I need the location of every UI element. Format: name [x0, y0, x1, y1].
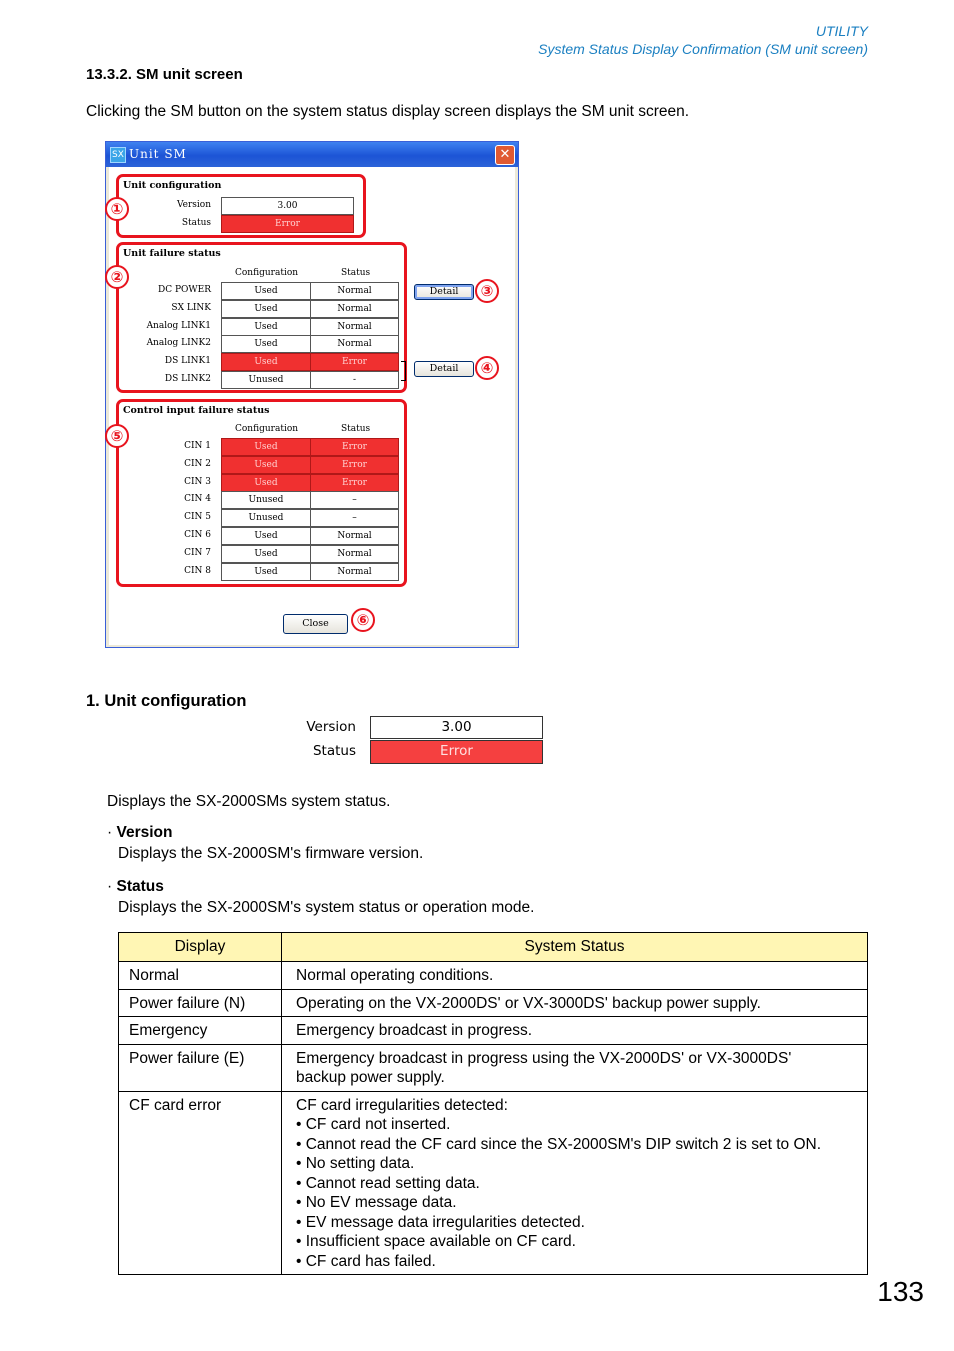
bullet-status-text: Displays the SX-2000SM's system status or operation mode.	[118, 899, 535, 916]
row-status-cell: Error	[310, 353, 399, 371]
snippet-version-label: Version	[306, 719, 356, 735]
section1-heading: 1. Unit configuration	[86, 692, 247, 710]
row-config-cell: Used	[221, 318, 311, 336]
row-config-cell: Unused	[221, 371, 311, 389]
row-status-cell: Normal	[310, 318, 399, 336]
detail-button-1[interactable]: Detail	[414, 284, 474, 300]
unit-failure-col-config: Configuration	[235, 268, 299, 278]
row-status-cell: –	[310, 509, 399, 527]
row-label: DS LINK1	[164, 356, 211, 367]
status-value: Error	[221, 215, 354, 233]
row-config-cell: Used	[221, 300, 311, 318]
control-input-title: Control input failure status	[123, 405, 270, 416]
row-label: CIN 5	[184, 512, 211, 523]
version-label: Version	[176, 200, 211, 210]
table-body	[119, 962, 868, 1275]
status-line: • No setting data.	[296, 1155, 415, 1172]
status-line: • EV message data irregularities detected.	[296, 1213, 585, 1231]
window-title: Unit SM	[129, 147, 187, 161]
header-display: Display	[119, 933, 282, 962]
callout-4: ④	[475, 356, 499, 380]
status-line: CF card irregularities detected:	[296, 1096, 508, 1114]
close-icon[interactable]: ✕	[495, 145, 515, 165]
window-client	[109, 167, 515, 645]
status-line: Operating on the VX-2000DS' or VX-3000DS' backup power supply.	[296, 994, 761, 1012]
version-value: 3.00	[221, 197, 354, 215]
row-config-cell: Used	[221, 545, 311, 563]
row-config-cell: Unused	[221, 491, 311, 509]
table-row	[119, 1044, 868, 1091]
bullet-version-text: Displays the SX-2000SM's firmware version.	[118, 845, 424, 862]
unit-failure-col-status: Status	[341, 268, 371, 278]
row-status-cell: Normal	[310, 300, 399, 318]
row-label: DC POWER	[158, 285, 211, 295]
page-number: 133	[877, 1276, 924, 1307]
header-section: UTILITY	[815, 23, 868, 39]
row-status-cell: Error	[310, 456, 399, 474]
row-status-cell: Normal	[310, 335, 399, 353]
control-input-col-status: Status	[341, 424, 371, 434]
control-input-col-config: Configuration	[235, 424, 299, 434]
row-status-cell: Normal	[310, 545, 399, 563]
row-label: Analog LINK1	[146, 320, 211, 331]
unit-sm-window	[105, 141, 519, 648]
system-status-table	[118, 932, 868, 1275]
row-config-cell: Used	[221, 353, 311, 371]
cell-system-status	[282, 989, 868, 1017]
row-config-cell: Used	[221, 527, 311, 545]
row-config-cell: Used	[221, 474, 311, 492]
cell-system-status	[282, 1017, 868, 1045]
callout-5: ⑤	[105, 424, 129, 448]
cell-display: CF card error	[119, 1091, 282, 1275]
row-config-cell: Used	[221, 335, 311, 353]
row-status-cell: Error	[310, 474, 399, 492]
bullet-status-title: Status	[116, 878, 164, 895]
status-line: • No EV message data.	[296, 1194, 457, 1211]
title-bar	[106, 142, 518, 167]
app-icon: SX	[110, 147, 126, 163]
table-row	[119, 989, 868, 1017]
status-line: • CF card has failed.	[296, 1252, 436, 1270]
header-system-status: System Status	[282, 933, 868, 962]
row-label: CIN 4	[184, 494, 211, 505]
unit-configuration-title: Unit configuration	[123, 180, 222, 191]
row-label: CIN 7	[184, 547, 211, 558]
row-label: CIN 6	[184, 530, 211, 540]
row-label: CIN 2	[184, 458, 211, 469]
callout-3: ③	[475, 279, 499, 303]
row-status-cell: Error	[310, 438, 399, 456]
status-line: Normal operating conditions.	[296, 967, 494, 984]
ds-link-bracket	[401, 361, 406, 381]
snippet-status-value: Error	[370, 740, 543, 764]
bullet-version-title: Version	[116, 824, 173, 841]
bullet-status	[107, 878, 164, 896]
status-line: • Cannot read setting data.	[296, 1174, 480, 1192]
detail-button-2[interactable]: Detail	[414, 361, 474, 377]
status-line: • CF card not inserted.	[296, 1116, 451, 1133]
row-status-cell: –	[310, 491, 399, 509]
row-label: SX LINK	[171, 302, 211, 313]
table-row	[119, 1091, 868, 1275]
running-header	[538, 22, 868, 58]
row-config-cell: Used	[221, 438, 311, 456]
row-label: CIN 8	[184, 565, 211, 576]
row-label: CIN 1	[184, 441, 211, 451]
cell-display: Power failure (N)	[119, 989, 282, 1017]
row-status-cell: Normal	[310, 282, 399, 300]
row-label: DS LINK2	[164, 374, 211, 384]
status-line: backup power supply.	[296, 1069, 445, 1086]
snippet-version-value: 3.00	[370, 716, 543, 739]
row-config-cell: Unused	[221, 509, 311, 527]
section-heading: 13.3.2. SM unit screen	[86, 66, 243, 83]
unit-failure-title: Unit failure status	[123, 248, 221, 259]
row-label: CIN 3	[184, 476, 211, 487]
callout-1: ①	[105, 197, 129, 221]
callout-2: ②	[105, 265, 129, 289]
intro-text: Clicking the SM button on the system status display screen displays the SM unit screen.	[86, 103, 690, 120]
section1-desc: Displays the SX-2000SMs system status.	[107, 793, 391, 810]
bullet-version	[107, 824, 172, 842]
row-config-cell: Used	[221, 456, 311, 474]
status-line: • Insufficient space available on CF card.	[296, 1233, 576, 1250]
bullet-mark: ·	[107, 824, 113, 841]
cell-display: Normal	[119, 962, 282, 990]
snippet-status-label: Status	[312, 743, 356, 759]
row-status-cell: Normal	[310, 563, 399, 581]
row-status-cell: Normal	[310, 527, 399, 545]
cell-system-status	[282, 1044, 868, 1091]
row-status-cell: -	[310, 371, 399, 389]
row-config-cell: Used	[221, 282, 311, 300]
cell-system-status	[282, 1091, 868, 1275]
status-line: Emergency broadcast in progress using the VX-2000DS' or VX-3000DS'	[296, 1049, 792, 1067]
cell-display: Emergency	[119, 1017, 282, 1045]
callout-6: ⑥	[351, 608, 375, 632]
table-row	[119, 962, 868, 990]
status-line: Emergency broadcast in progress.	[296, 1022, 533, 1039]
header-subtitle: System Status Display Confirmation (SM unit screen)	[538, 41, 868, 57]
row-label: Analog LINK2	[146, 338, 211, 349]
table-row	[119, 1017, 868, 1045]
table-header-row	[119, 933, 868, 962]
bullet-mark: ·	[107, 878, 113, 895]
row-config-cell: Used	[221, 563, 311, 581]
cell-system-status	[282, 962, 868, 990]
cell-display: Power failure (E)	[119, 1044, 282, 1091]
close-button[interactable]: Close	[283, 614, 348, 634]
status-line: • Cannot read the CF card since the SX-2000SM's DIP switch 2 is set to ON.	[296, 1135, 821, 1153]
status-label: Status	[181, 218, 211, 228]
